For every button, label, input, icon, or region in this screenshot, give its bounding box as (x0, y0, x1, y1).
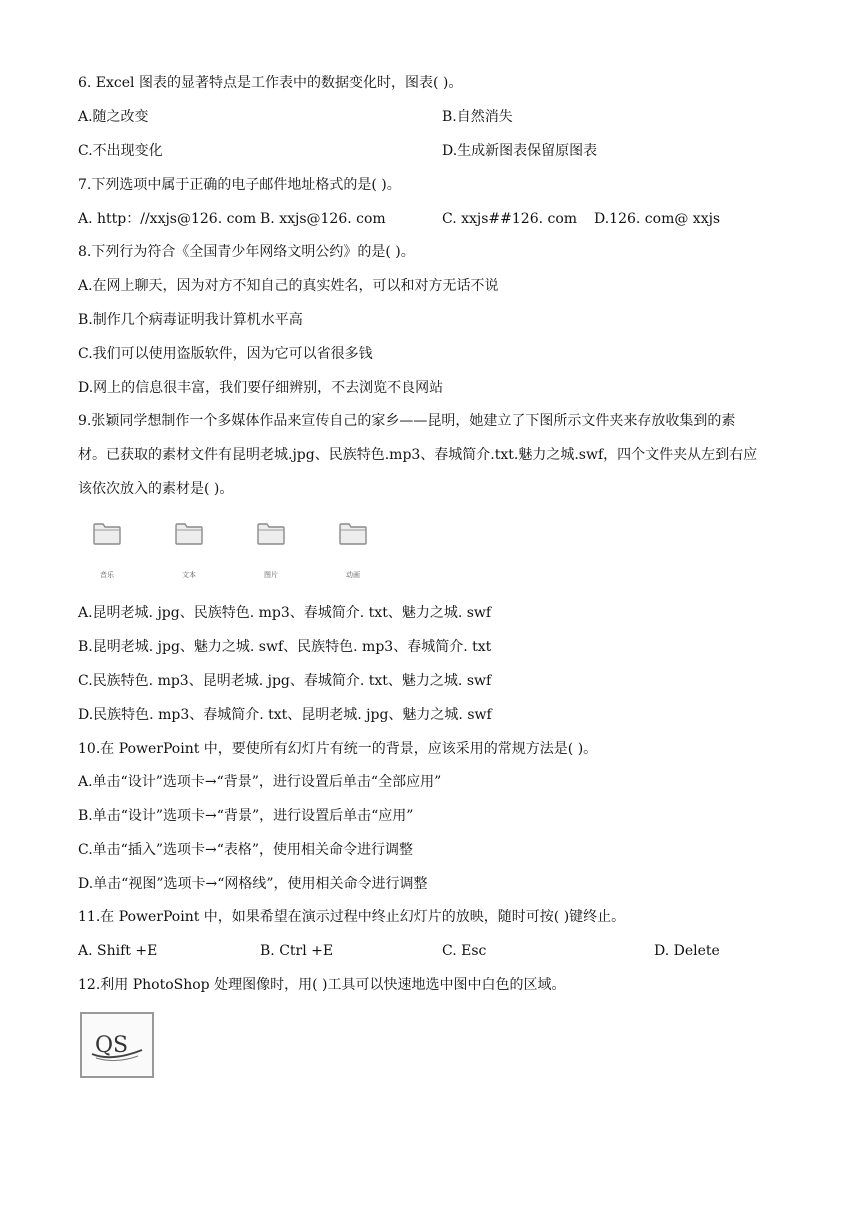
q7-option-d: D.126. com@ xxjs (594, 211, 721, 227)
q11-stem: 11.在 PowerPoint 中，如果希望在演示过程中终止幻灯片的放映，随时可按( )键终止。 (78, 909, 626, 925)
folder-label: 动画 (346, 571, 360, 579)
q8-option-d: D.网上的信息很丰富，我们要仔细辨别，不去浏览不良网站 (78, 380, 444, 396)
q9-stem-line-2: 材。已获取的素材文件有昆明老城.jpg、民族特色.mp3、春城简介.txt.魅力之城.swf，四个文件夹从左到右应 (78, 447, 758, 463)
folder-image (246, 514, 296, 588)
q6-option-c: C.不出现变化 (78, 143, 163, 159)
q7-option-b: B. xxjs@126. com (260, 211, 386, 227)
q9-option-a: A.昆明老城. jpg、民族特色. mp3、春城简介. txt、魅力之城. swf (78, 605, 492, 621)
q6-option-d: D.生成新图表保留原图表 (442, 143, 598, 159)
q10-option-a: A.单击“设计”选项卡→“背景”，进行设置后单击“全部应用” (78, 774, 442, 790)
folder-label: 文本 (182, 571, 196, 579)
q6-option-b: B.自然消失 (442, 109, 513, 125)
q10-stem: 10.在 PowerPoint 中，要使所有幻灯片有统一的背景，应该采用的常规方法是( )。 (78, 741, 598, 757)
q8-option-b: B.制作几个病毒证明我计算机水平高 (78, 312, 303, 328)
q7-option-a: A. http：//xxjs@126. com (78, 211, 257, 227)
q10-option-b: B.单击“设计”选项卡→“背景”，进行设置后单击“应用” (78, 808, 414, 824)
folder-icon (256, 520, 286, 546)
folder-text (164, 514, 214, 588)
q7-stem: 7.下列选项中属于正确的电子邮件地址格式的是( )。 (78, 177, 401, 193)
folder-figure (82, 514, 382, 588)
q9-stem-line-3: 该依次放入的素材是( )。 (78, 481, 234, 497)
qs-image (80, 1012, 154, 1078)
q8-option-a: A.在网上聊天，因为对方不知自己的真实姓名，可以和对方无话不说 (78, 278, 499, 294)
q11-option-c: C. Esc (442, 943, 487, 959)
q11-option-d: D. Delete (654, 943, 720, 959)
q11-option-b: B. Ctrl +E (260, 943, 334, 959)
folder-icon (92, 520, 122, 546)
qs-letters: QS (95, 1033, 129, 1058)
q8-stem: 8.下列行为符合《全国青少年网络文明公约》的是( )。 (78, 244, 415, 260)
folder-icon (174, 520, 204, 546)
q11-option-a: A. Shift +E (78, 943, 158, 959)
folder-label: 图片 (264, 571, 278, 579)
q6-option-a: A.随之改变 (78, 109, 149, 125)
qs-logo-icon (82, 1014, 152, 1076)
q10-option-c: C.单击“插入”选项卡→“表格”，使用相关命令进行调整 (78, 842, 414, 858)
q7-option-c: C. xxjs##126. com (442, 211, 578, 227)
folder-icon (338, 520, 368, 546)
folder-animation (328, 514, 378, 588)
q9-option-c: C.民族特色. mp3、昆明老城. jpg、春城简介. txt、魅力之城. swf (78, 673, 492, 689)
q8-option-c: C.我们可以使用盗版软件，因为它可以省很多钱 (78, 346, 373, 362)
q9-option-d: D.民族特色. mp3、春城简介. txt、昆明老城. jpg、魅力之城. swf (78, 707, 492, 723)
folder-label: 音乐 (100, 571, 114, 579)
q6-stem: 6. Excel 图表的显著特点是工作表中的数据变化时，图表( )。 (78, 75, 463, 91)
q12-stem: 12.利用 PhotoShop 处理图像时，用( )工具可以快速地选中图中白色的区域。 (78, 977, 566, 993)
q9-stem-line-1: 9.张颖同学想制作一个多媒体作品来宣传自己的家乡——昆明，她建立了下图所示文件夹来存放收集到的素 (78, 413, 736, 429)
q9-option-b: B.昆明老城. jpg、魅力之城. swf、民族特色. mp3、春城简介. txt (78, 639, 492, 655)
folder-music (82, 514, 132, 588)
q10-option-d: D.单击“视图”选项卡→“网格线”，使用相关命令进行调整 (78, 876, 428, 892)
